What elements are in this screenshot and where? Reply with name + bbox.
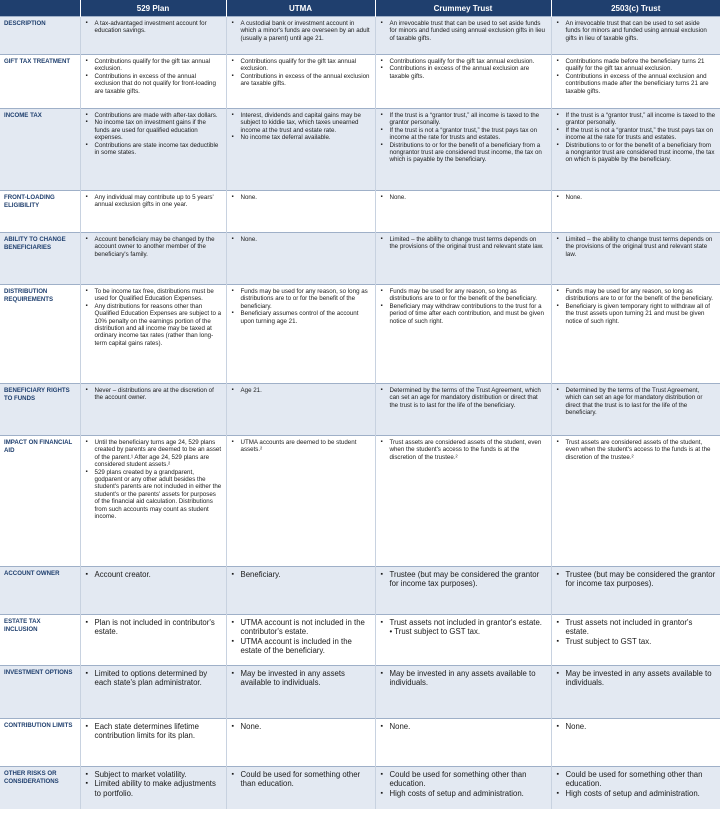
bullet-item: ▪ High costs of setup and administration. [557,789,717,798]
bullet-item: ▪ Determined by the terms of the Trust Agreement, which can set an age for mandatory distribution or direct that the trust is to last for the life of the beneficiary. [381,387,547,409]
cell-529-plan [80,436,226,567]
bullet-list [557,112,717,164]
bullet-item: ▪ None. [232,194,371,201]
cell-529-plan [80,285,226,384]
table-body [0,17,720,809]
bullet-list [232,194,371,201]
bullet-item: ▪ None. [557,722,717,731]
bullet-list [232,288,371,325]
bullet-item: ▪ Determined by the terms of the Trust Agreement, which can set an age for mandatory distribution or direct that the trust is to last for the life of the beneficiary. [557,387,717,417]
bullet-item: ▪ Could be used for something other than education. [557,770,717,789]
cell-crummey-trust [375,436,551,567]
bullet-list [86,194,222,209]
bullet-item: ▪ Limited ability to make adjustments to portfolio. [86,779,222,798]
cell-2503c-trust [551,233,720,285]
bullet-item: ▪ Limited to options determined by each state's plan administrator. [86,669,222,688]
cell-utma [226,719,375,767]
bullet-list [381,618,547,637]
cell-2503c-trust [551,285,720,384]
bullet-item: ▪ None. [232,722,371,731]
bullet-item: ▪ Trustee (but may be considered the grantor for income tax purposes). [557,570,717,589]
bullet-list [86,722,222,741]
table-row [0,436,720,567]
cell-crummey-trust [375,666,551,719]
bullet-item: ▪ May be invested in any assets available to individuals. [232,669,371,688]
bullet-list [557,194,717,201]
header-row [0,0,720,17]
bullet-item: ▪ Funds may be used for any reason, so long as distributions are to or for the benefit of the beneficiary. [557,288,717,303]
table-row [0,191,720,233]
bullet-item: ▪ UTMA accounts are deemed to be student assets.² [232,439,371,454]
row-label: OTHER RISKS OR CONSIDERATIONS [0,767,80,809]
cell-crummey-trust [375,55,551,109]
row-label: INCOME TAX [0,109,80,191]
cell-529-plan [80,567,226,615]
bullet-item: ▪ If the trust is not a “grantor trust,” the trust pays tax on income at the rate for trusts and estates. [381,127,547,142]
bullet-item: ▪ Any individual may contribute up to 5 years' annual exclusion gifts in one year. [86,194,222,209]
bullet-item: ▪ A custodial bank or investment account in which a minor's funds are overseen by an adult (usually a parent) until age 21. [232,20,371,42]
bullet-item: ▪ May be invested in any assets available to individuals. [381,669,547,688]
header-corner [0,0,80,17]
cell-utma [226,285,375,384]
bullet-item: ▪ Account creator. [86,570,222,579]
bullet-item: ▪ Trust assets not included in grantor's estate. [557,618,717,637]
bullet-list [232,112,371,142]
cell-crummey-trust [375,17,551,55]
bullet-item: ▪ Contributions are made with after-tax dollars. [86,112,222,119]
bullet-list [86,236,222,258]
bullet-item: ▪ Contributions in excess of the annual exclusion that do not qualify for front-loading are taxable gifts. [86,73,222,95]
bullet-list [557,387,717,417]
bullet-list [557,439,717,461]
bullet-item: ▪ Age 21. [232,387,371,394]
bullet-item: ▪ Contributions are state income tax deductible in some states. [86,142,222,157]
bullet-item: ▪ Distributions to or for the benefit of a beneficiary from a nongrantor trust are considered trust income, the tax on which is payable by the beneficiary. [381,142,547,164]
row-label: IMPACT ON FINANCIAL AID [0,436,80,567]
cell-utma [226,55,375,109]
bullet-list [557,58,717,95]
bullet-item: ▪ Contributions in excess of the annual exclusion and contributions made after the beneficiary turns 21 are taxable gifts. [557,73,717,95]
bullet-item: ▪ A tax-advantaged investment account for education savings. [86,20,222,35]
bullet-list [381,770,547,798]
bullet-list [232,570,371,579]
cell-2503c-trust [551,767,720,809]
row-label: GIFT TAX TREATMENT [0,55,80,109]
bullet-list [232,770,371,789]
bullet-item: ▪ To be income tax free, distributions must be used for Qualified Education Expenses. [86,288,222,303]
bullet-item: ▪ May be invested in any assets available to individuals. [557,669,717,688]
cell-529-plan [80,615,226,666]
bullet-item: ▪ Plan is not included in contributor's estate. [86,618,222,637]
bullet-item: ▪ None. [381,194,547,201]
cell-529-plan [80,55,226,109]
bullet-list [381,194,547,201]
header-crummey-trust: Crummey Trust [375,0,551,17]
bullet-list [381,58,547,80]
bullet-item: ▪ Beneficiary. [232,570,371,579]
cell-utma [226,17,375,55]
bullet-list [232,722,371,731]
bullet-item: ▪ Never – distributions are at the discretion of the account owner. [86,387,222,402]
row-label: ESTATE TAX INCLUSION [0,615,80,666]
cell-utma [226,615,375,666]
cell-529-plan [80,719,226,767]
cell-2503c-trust [551,615,720,666]
table-row [0,384,720,436]
cell-utma [226,109,375,191]
row-label: DESCRIPTION [0,17,80,55]
bullet-item: ▪ Trust subject to GST tax. [557,637,717,646]
bullet-list [557,236,717,258]
bullet-item: ▪ An irrevocable trust that can be used to set aside funds for minors and funded using annual exclusion gifts in lieu of taxable gifts. [381,20,547,42]
bullet-list [86,112,222,156]
bullet-list [86,288,222,347]
bullet-list [86,387,222,402]
bullet-list [381,439,547,461]
cell-2503c-trust [551,55,720,109]
table-row [0,109,720,191]
cell-529-plan [80,233,226,285]
bullet-list [232,58,371,88]
bullet-list [381,288,547,325]
bullet-item: ▪ Limited – the ability to change trust terms depends on the provisions of the original trust and relevant state law. [557,236,717,258]
bullet-item: ▪ None. [381,722,547,731]
cell-utma [226,567,375,615]
bullet-list [381,669,547,688]
cell-crummey-trust [375,719,551,767]
bullet-list [86,770,222,798]
bullet-item: ▪ Until the beneficiary turns age 24, 529 plans created by parents are deemed to be an asset of the parent.¹ After age 24, 529 plans are considered student assets.² [86,439,222,469]
bullet-item: ▪ None. [557,194,717,201]
cell-crummey-trust [375,567,551,615]
cell-crummey-trust [375,109,551,191]
bullet-item: ▪ Trustee (but may be considered the grantor for income tax purposes). [381,570,547,589]
cell-529-plan [80,384,226,436]
bullet-list [86,20,222,35]
bullet-item: ▪ Distributions to or for the benefit of a beneficiary from a nongrantor trust are considered trust income, the tax on which is payable by the beneficiary. [557,142,717,164]
bullet-item: ▪ Account beneficiary may be changed by the account owner to another member of the beneficiary's family. [86,236,222,258]
bullet-item: ▪ Each state determines lifetime contribution limits for its plan. [86,722,222,741]
bullet-item: ▪ None. [232,236,371,243]
table-row [0,55,720,109]
bullet-item: ▪ Any distributions for reasons other than Qualified Education Expenses are subject to a 10% penalty on the earnings portion of the distribution and all income may be taxed at ordinary income tax rates (rather than long-term capital gains rates). [86,303,222,347]
bullet-item: ▪ Funds may be used for any reason, so long as distributions are to or for the benefit of the beneficiary. [381,288,547,303]
bullet-list [86,669,222,688]
cell-529-plan [80,666,226,719]
cell-529-plan [80,191,226,233]
bullet-item: ▪ 529 plans created by a grandparent, godparent or any other adult besides the student's parents are not included in either the student's or the parents' assets for purposes of the financial aid calculation. Distributions from such accounts may count as student income. [86,469,222,521]
cell-529-plan [80,17,226,55]
cell-utma [226,233,375,285]
bullet-list [232,236,371,243]
bullet-item: ▪ Contributions in excess of the annual exclusion are taxable gifts. [232,73,371,88]
cell-utma [226,384,375,436]
bullet-item: ▪ Trust assets are considered assets of the student, even when the student's access to the funds is at the discretion of the trustee.² [557,439,717,461]
bullet-item: ▪ No income tax on investment gains if the funds are used for qualified education expenses. [86,119,222,141]
bullet-list [557,20,717,42]
bullet-list [86,58,222,95]
bullet-item: ▪ If the trust is a “grantor trust,” all income is taxed to the grantor personally. [381,112,547,127]
table-row [0,567,720,615]
bullet-list [232,669,371,688]
bullet-item: ▪ Could be used for something other than education. [232,770,371,789]
bullet-list [381,387,547,409]
bullet-item: ▪ Funds may be used for any reason, so long as distributions are to or for the benefit of the beneficiary. [232,288,371,310]
bullet-item: ▪ Subject to market volatility. [86,770,222,779]
cell-utma [226,666,375,719]
cell-utma [226,767,375,809]
bullet-item: ▪ Contributions made before the beneficiary turns 21 qualify for the gift tax annual exclusion. [557,58,717,73]
bullet-item: ▪ Could be used for something other than education. [381,770,547,789]
bullet-list [557,722,717,731]
bullet-item: ▪ Beneficiary is given temporary right to withdraw all of the trust assets upon turning 21 and must be given notice of such right. [557,303,717,325]
bullet-list [232,618,371,656]
bullet-list [381,20,547,42]
row-label: DISTRIBUTION REQUIREMENTS [0,285,80,384]
row-label: FRONT-LOADING ELIGIBILITY [0,191,80,233]
row-label: ABILITY TO CHANGE BENEFICIARIES [0,233,80,285]
cell-2503c-trust [551,436,720,567]
bullet-list [557,669,717,688]
cell-utma [226,436,375,567]
cell-crummey-trust [375,384,551,436]
cell-2503c-trust [551,191,720,233]
row-label: CONTRIBUTION LIMITS [0,719,80,767]
bullet-item: ▪ An irrevocable trust that can be used to set aside funds for minors and funded using annual exclusion gifts in lieu of taxable gifts. [557,20,717,42]
bullet-item: ▪ If the trust is not a “grantor trust,” the trust pays tax on income at the rate for trusts and estates. [557,127,717,142]
bullet-list [557,288,717,325]
cell-2503c-trust [551,567,720,615]
bullet-list [381,236,547,251]
cell-2503c-trust [551,719,720,767]
bullet-item: ▪ Contributions qualify for the gift tax annual exclusion. [86,58,222,73]
bullet-item: ▪ Trust assets are considered assets of the student, even when the student's access to the funds is at the discretion of the trustee.² [381,439,547,461]
bullet-list [86,570,222,579]
table-row [0,285,720,384]
bullet-item: ▪ Limited – the ability to change trust terms depends on the provisions of the original trust and relevant state law. [381,236,547,251]
bullet-list [557,618,717,646]
table-row [0,233,720,285]
row-label: INVESTMENT OPTIONS [0,666,80,719]
table-row [0,17,720,55]
bullet-item: ▪ Interest, dividends and capital gains may be subject to kiddie tax, which taxes unearned income at the trust and estate rate. [232,112,371,134]
bullet-item: ▪ High costs of setup and administration. [381,789,547,798]
bullet-item: ▪ Contributions qualify for the gift tax annual exclusion. [232,58,371,73]
cell-crummey-trust [375,767,551,809]
bullet-list [381,570,547,589]
header-2503c-trust: 2503(c) Trust [551,0,720,17]
bullet-list [381,112,547,164]
table-row [0,666,720,719]
bullet-list [557,770,717,798]
bullet-item: ▪ UTMA account is not included in the contributor's estate. [232,618,371,637]
bullet-list [86,439,222,520]
cell-2503c-trust [551,109,720,191]
bullet-item: ▪ Contributions qualify for the gift tax annual exclusion. [381,58,547,65]
table-row [0,719,720,767]
cell-529-plan [80,767,226,809]
table-row [0,615,720,666]
bullet-item: ▪ Contributions in excess of the annual exclusion are taxable gifts. [381,65,547,80]
cell-2503c-trust [551,17,720,55]
bullet-list [232,20,371,42]
bullet-item: ▪ UTMA account is included in the estate of the beneficiary. [232,637,371,656]
table-row [0,767,720,809]
header-529-plan: 529 Plan [80,0,226,17]
row-label: BENEFICIARY RIGHTS TO FUNDS [0,384,80,436]
cell-crummey-trust [375,285,551,384]
bullet-item: ▪ Trust assets not included in grantor's estate. • Trust subject to GST tax. [381,618,547,637]
bullet-list [381,722,547,731]
bullet-list [232,439,371,454]
cell-utma [226,191,375,233]
bullet-list [557,570,717,589]
cell-2503c-trust [551,384,720,436]
cell-crummey-trust [375,191,551,233]
row-label: ACCOUNT OWNER [0,567,80,615]
bullet-item: ▪ If the trust is a “grantor trust,” all income is taxed to the grantor personally. [557,112,717,127]
bullet-list [86,618,222,637]
bullet-item: ▪ Beneficiary assumes control of the account upon turning age 21. [232,310,371,325]
cell-529-plan [80,109,226,191]
bullet-item: ▪ No income tax deferral available. [232,134,371,141]
cell-crummey-trust [375,233,551,285]
cell-2503c-trust [551,666,720,719]
header-utma: UTMA [226,0,375,17]
bullet-list [232,387,371,394]
cell-crummey-trust [375,615,551,666]
bullet-item: ▪ Beneficiary may withdraw contributions to the trust for a period of time after each contribution, and must be given notice of such right. [381,303,547,325]
